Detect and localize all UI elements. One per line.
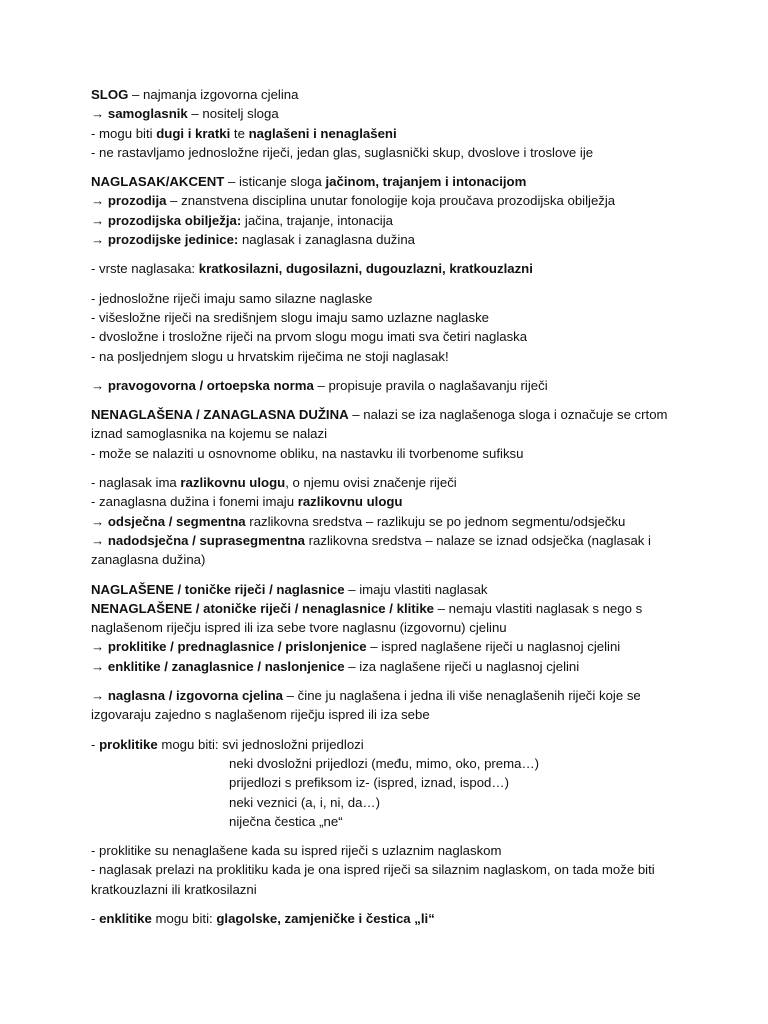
- term: NAGLAŠENE / toničke riječi / naglasnice: [91, 581, 345, 597]
- text: , o njemu ovisi značenje riječi: [285, 475, 457, 491]
- list-item: - jednosložne riječi imaju samo silazne naglaske: [91, 290, 373, 306]
- text: - zanaglasna dužina i fonemi imaju: [91, 494, 298, 510]
- term: dugi i kratki: [156, 125, 231, 141]
- text: – propisuje pravila o naglašavanju riječi: [313, 377, 548, 393]
- line: - proklitike su nenaglašene kada su ispred riječi s uzlaznim naglaskom: [91, 843, 502, 859]
- arrow-icon: →: [91, 212, 105, 228]
- arrow-icon: →: [91, 513, 105, 529]
- term: kratkosilazni, dugosilazni, dugouzlazni, kratkouzlazni: [198, 261, 533, 277]
- line: [91, 191, 681, 210]
- line: [91, 473, 681, 492]
- section-norma: [91, 376, 681, 395]
- line: - naglasak prelazi na proklitiku kada je ona ispred riječi sa silaznim naglaskom, on tada može biti kratkouzlazni ili kratkosilazni: [91, 862, 655, 897]
- list-item: neki dvosložni prijedlozi (među, mimo, oko, prema…): [229, 755, 540, 771]
- line: [91, 376, 681, 395]
- arrow-icon: →: [91, 106, 105, 122]
- line: [91, 124, 681, 143]
- text: te: [230, 125, 249, 141]
- text: jačina, trajanje, intonacija: [241, 212, 393, 228]
- line: [91, 85, 681, 104]
- line: [91, 104, 681, 123]
- line: [91, 580, 681, 599]
- term: SLOG: [91, 87, 129, 102]
- term: proklitike: [99, 736, 158, 752]
- term: prozodijske jedinice:: [107, 232, 239, 248]
- text: – znanstvena disciplina unutar fonologije koja proučava prozodijska obilježja: [166, 193, 616, 209]
- text: naglasak i zanaglasna dužina: [238, 232, 416, 248]
- text: – nalazi se iza naglašenoga sloga i označuje se crtom iznad samoglasnika na kojemu se nalazi: [91, 407, 668, 442]
- term: naglasna / izgovorna cjelina: [107, 688, 284, 704]
- arrow-icon: →: [91, 193, 105, 209]
- term: odsječna / segmentna: [107, 513, 246, 529]
- arrow-icon: →: [91, 639, 105, 655]
- text: – imaju vlastiti naglasak: [344, 581, 488, 597]
- text: – čine ju naglašena i jedna ili više nenaglašenih riječi koje se izgovaraju zajedno s naglašenom riječju ispred ili iza sebe: [91, 688, 641, 723]
- term: jačinom, trajanjem i intonacijom: [325, 174, 527, 190]
- section-proklitike: [91, 735, 681, 831]
- text: - mogu biti: [91, 125, 157, 141]
- text: razlikovna sredstva – razlikuju se po jednom segmentu/odsječku: [245, 513, 626, 529]
- line: [91, 909, 681, 928]
- document-body: [91, 85, 681, 938]
- term: glagolske, zamjeničke i čestica „li“: [216, 910, 435, 926]
- line: [91, 686, 681, 725]
- list-item: - višesložne riječi na središnjem slogu imaju samo uzlazne naglaske: [91, 309, 490, 325]
- text: razlikovna sredstva – nalaze se iznad odsječka (naglasak i zanaglasna dužina): [91, 532, 651, 568]
- term: prozodijska obilježja:: [107, 212, 242, 228]
- arrow-icon: →: [91, 377, 105, 393]
- line: [91, 657, 681, 676]
- term: NENAGLAŠENE / atoničke riječi / nenaglasnice / klitike: [91, 600, 434, 616]
- arrow-icon: →: [91, 688, 105, 704]
- section-uloga: [91, 473, 681, 569]
- line: [91, 172, 681, 191]
- line: [91, 405, 681, 444]
- text: – nemaju vlastiti naglasak s nego s naglašenom riječju ispred ili iza sebe tvore naglasnu (izgovornu) cjelinu: [91, 600, 643, 636]
- term: prozodija: [107, 193, 167, 209]
- term: nadodsječna / suprasegmentna: [107, 532, 305, 548]
- term: enklitike / zanaglasnice / naslonjenice: [107, 658, 345, 674]
- text: mogu biti: svi jednosložni prijedlozi: [157, 736, 364, 752]
- line: [91, 512, 681, 531]
- text: -: [91, 910, 100, 926]
- text: - vrste naglasaka:: [91, 261, 199, 277]
- term: enklitike: [99, 910, 152, 926]
- term: razlikovnu ulogu: [297, 494, 403, 510]
- text: – isticanje sloga: [224, 174, 326, 190]
- section-vrste: [91, 259, 681, 278]
- list-item: niječna čestica „ne“: [229, 813, 343, 829]
- text: - naglasak ima: [91, 475, 181, 491]
- line: [91, 637, 681, 656]
- list-item: neki veznici (a, i, ni, da…): [229, 794, 380, 810]
- list-item: prijedlozi s prefiksom iz- (ispred, iznad, ispod…): [229, 775, 509, 791]
- arrow-icon: →: [91, 658, 105, 674]
- text: – iza naglašene riječi u naglasnoj cjelini: [344, 658, 580, 674]
- term: pravogovorna / ortoepska norma: [107, 377, 314, 393]
- line: [91, 211, 681, 230]
- list-item: - na posljednjem slogu u hrvatskim riječima ne stoji naglasak!: [91, 348, 449, 364]
- line: [91, 599, 681, 638]
- line: - može se nalaziti u osnovnome obliku, na nastavku ili tvorbenome sufiksu: [91, 445, 524, 461]
- term: samoglasnik: [107, 106, 188, 122]
- section-slog: [91, 85, 681, 162]
- text: – nositelj sloga: [187, 106, 279, 122]
- term: NENAGLAŠENA / ZANAGLASNA DUŽINA: [91, 407, 349, 423]
- line: - ne rastavljamo jednosložne riječi, jedan glas, suglasnički skup, dvoslove i troslove ije: [91, 144, 594, 160]
- arrow-icon: →: [91, 232, 105, 248]
- arrow-icon: →: [91, 532, 105, 548]
- section-tonicke: [91, 580, 681, 676]
- section-duzina: [91, 405, 681, 463]
- term: proklitike / prednaglasnice / prislonjenice: [107, 639, 367, 655]
- term: NAGLASAK/AKCENT: [91, 174, 225, 190]
- text: mogu biti:: [151, 910, 217, 926]
- list-item: - dvosložne i trosložne riječi na prvom slogu mogu imati sva četiri naglaska: [91, 329, 528, 345]
- text: -: [91, 736, 100, 752]
- section-cjelina: [91, 686, 681, 725]
- line: [91, 259, 681, 278]
- text: – ispred naglašene riječi u naglasnoj cjelini: [366, 639, 621, 655]
- term: naglašeni i nenaglašeni: [248, 125, 397, 141]
- section-enklitike: [91, 909, 681, 928]
- section-prelazi: [91, 841, 681, 899]
- section-pravila: [91, 289, 681, 366]
- line: [91, 492, 681, 511]
- section-naglasak: [91, 172, 681, 249]
- line: [91, 230, 681, 249]
- text: – najmanja izgovorna cjelina: [128, 87, 299, 102]
- term: razlikovnu ulogu: [180, 475, 286, 491]
- line: [91, 531, 681, 570]
- line: [91, 735, 681, 754]
